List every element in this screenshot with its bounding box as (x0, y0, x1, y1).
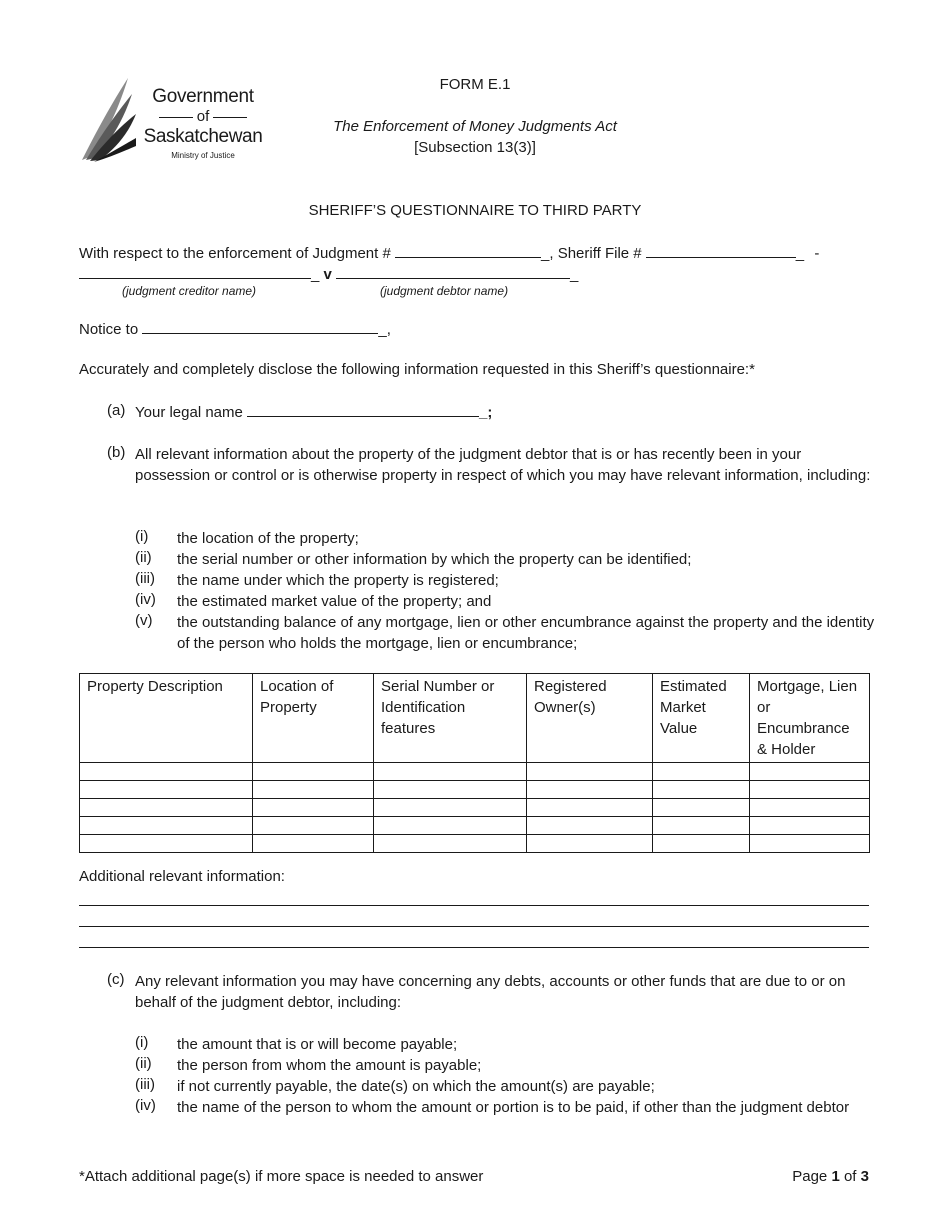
list-item: (v) the outstanding balance of any mortgage, lien or other encumbrance against the property and the identity of the person who holds the mortgage, lien or encumbrance; (135, 612, 875, 652)
footer-note: *Attach additional page(s) if more space is needed to answer (79, 1168, 484, 1185)
table-cell[interactable] (527, 763, 653, 781)
sheriff-file-label: , Sheriff File # (549, 245, 642, 262)
judgment-debtor-field[interactable] (336, 264, 570, 279)
table-cell[interactable] (750, 763, 870, 781)
table-row (80, 817, 870, 835)
list-item: (iv) the name of the person to whom the amount or portion is to be paid, if other than the judgment debtor (135, 1097, 850, 1116)
table-cell[interactable] (80, 763, 253, 781)
act-title: The Enforcement of Money Judgments Act (333, 118, 617, 135)
table-cell[interactable] (750, 799, 870, 817)
additional-info-line[interactable] (79, 926, 869, 927)
table-cell[interactable] (80, 781, 253, 799)
table-cell[interactable] (653, 817, 750, 835)
col-serial-number: Serial Number or Identification features (374, 674, 527, 763)
notice-to-field[interactable] (142, 319, 378, 334)
judgment-label: With respect to the enforcement of Judgment # (79, 245, 391, 262)
legal-name-field[interactable] (247, 402, 479, 417)
table-cell[interactable] (653, 835, 750, 853)
table-cell[interactable] (253, 781, 374, 799)
versus-label: v (323, 266, 332, 283)
table-cell[interactable] (374, 799, 527, 817)
table-cell[interactable] (253, 763, 374, 781)
table-header-row (80, 674, 870, 763)
table-cell[interactable] (374, 817, 527, 835)
notice-label: Notice to (79, 321, 139, 338)
list-item: (iv) the estimated market value of the property; and (135, 591, 492, 610)
col-location: Location of Property (253, 674, 374, 763)
table-row (80, 781, 870, 799)
legal-name-label: Your legal name (135, 404, 243, 421)
table-cell[interactable] (80, 799, 253, 817)
table-cell[interactable] (653, 799, 750, 817)
list-item: (i) the amount that is or will become payable; (135, 1034, 458, 1053)
section-c-text: Any relevant information you may have concerning any debts, accounts or other funds that are due to or on behalf of the judgment debtor, including: (135, 973, 846, 1011)
table-cell[interactable] (253, 799, 374, 817)
notice-line: Notice to _, (79, 321, 391, 338)
judgment-creditor-field[interactable] (79, 264, 311, 279)
list-item: (iii) if not currently payable, the date(s) on which the amount(s) are payable; (135, 1076, 655, 1095)
table-cell[interactable] (750, 817, 870, 835)
table-cell[interactable] (80, 817, 253, 835)
col-mortgage-lien: Mortgage, Lien or Encumbrance & Holder (750, 674, 870, 763)
property-table (79, 673, 870, 853)
instruction-text: Accurately and completely disclose the following information requested in this Sheriff’s questionnaire:* (79, 361, 755, 378)
parties-line: _ v _ (79, 264, 879, 283)
logo-government-text: Government (152, 86, 254, 107)
table-cell[interactable] (527, 781, 653, 799)
debtor-caption: (judgment debtor name) (380, 284, 509, 298)
table-cell[interactable] (253, 835, 374, 853)
table-cell[interactable] (253, 817, 374, 835)
table-cell[interactable] (750, 835, 870, 853)
list-item: (ii) the serial number or other information by which the property can be identified; (135, 549, 692, 568)
form-number: FORM E.1 (439, 76, 511, 93)
list-item: (ii) the person from whom the amount is payable; (135, 1055, 482, 1074)
table-cell[interactable] (527, 799, 653, 817)
judgment-line: With respect to the enforcement of Judgment # _, Sheriff File # _ - (79, 245, 820, 262)
logo-ministry-text: Ministry of Justice (171, 151, 235, 160)
table-row (80, 835, 870, 853)
table-cell[interactable] (374, 835, 527, 853)
logo-of-text: of (196, 108, 210, 125)
table-cell[interactable] (653, 781, 750, 799)
document-title: SHERIFF’S QUESTIONNAIRE TO THIRD PARTY (308, 202, 642, 219)
list-item: (iii) the name under which the property is registered; (135, 570, 499, 589)
table-row (80, 799, 870, 817)
table-row (80, 763, 870, 781)
table-cell[interactable] (750, 781, 870, 799)
col-property-description: Property Description (80, 674, 253, 763)
table-cell[interactable] (80, 835, 253, 853)
subsection: [Subsection 13(3)] (414, 139, 536, 156)
table-cell[interactable] (527, 835, 653, 853)
col-market-value: Estimated Market Value (653, 674, 750, 763)
table-cell[interactable] (374, 781, 527, 799)
sheriff-file-field[interactable] (646, 243, 796, 258)
additional-info-label: Additional relevant information: (79, 868, 285, 885)
additional-info-line[interactable] (79, 905, 869, 906)
government-of-saskatchewan-logo (80, 76, 270, 168)
logo-saskatchewan-text: Saskatchewan (143, 126, 263, 147)
col-registered-owner: Registered Owner(s) (527, 674, 653, 763)
table-cell[interactable] (653, 763, 750, 781)
list-item: (i) the location of the property; (135, 528, 359, 547)
creditor-caption: (judgment creditor name) (122, 284, 257, 298)
judgment-number-field[interactable] (395, 243, 541, 258)
table-cell[interactable] (527, 817, 653, 835)
section-c: (c) Any relevant information you may have concerning any debts, accounts or other funds that are due to or on behalf of the judgment debtor, including: (107, 971, 887, 1013)
section-b-text: All relevant information about the property of the judgment debtor that is or has recently been in your possession or control or is otherwise property in respect of which you may have relevant information, including: (135, 446, 871, 484)
saskatchewan-wheat-icon (80, 76, 138, 166)
page-number: Page 1 of 3 (792, 1168, 869, 1185)
additional-info-line[interactable] (79, 947, 869, 948)
section-b: (b) All relevant information about the property of the judgment debtor that is or has recently been in your possession or control or is otherwise property in respect of which you may have relevant information, including: (107, 444, 871, 484)
table-cell[interactable] (374, 763, 527, 781)
section-a: (a) Your legal name _; (107, 402, 493, 421)
